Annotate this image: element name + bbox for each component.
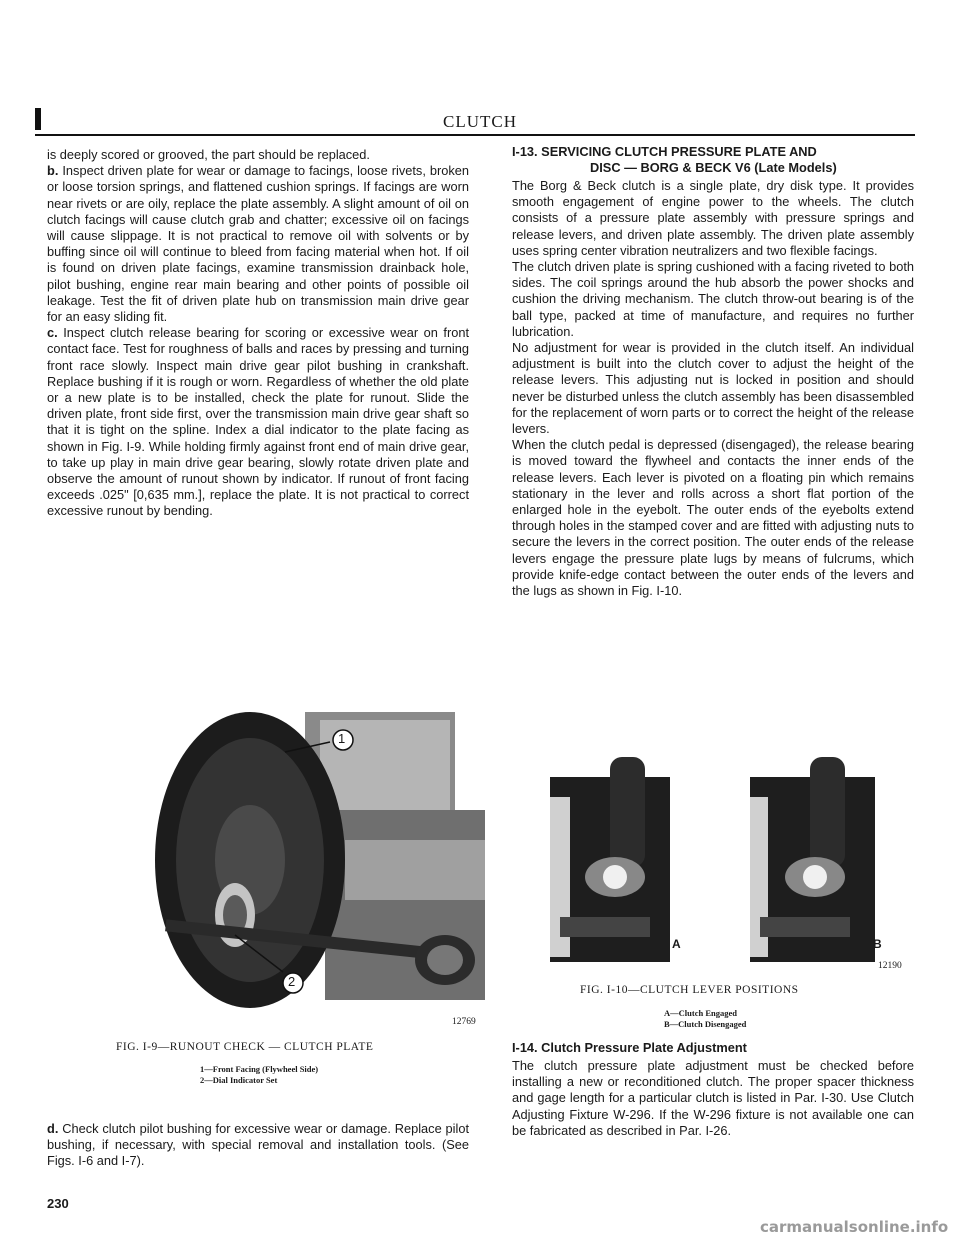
right-column-bottom — [512, 1040, 914, 1139]
left-column-bottom — [47, 1121, 469, 1170]
figure-caption-i10: FIG. I-10—CLUTCH LEVER POSITIONS — [580, 984, 799, 996]
legend-clutch-engaged: A—Clutch Engaged — [664, 1008, 737, 1018]
watermark: carmanualsonline.info — [760, 1218, 949, 1236]
paragraph-d-text: Check clutch pilot bushing for excessive wear or damage. Replace pilot bushing, if necessary, with special removal and installation tools. (See Figs. I-6 and I-7). — [47, 1121, 469, 1169]
item-marker-d: d. — [47, 1121, 59, 1136]
header-rule — [35, 134, 915, 136]
section-i13-paragraph-4: When the clutch pedal is depressed (disengaged), the release bearing is moved toward the flywheel and contacts the inner ends of the release levers. Each lever is pivoted on a floating pin which remains stationary in the lever and rolls across a short flat portion of the enlarged hole in the eyebolt. The outer ends of the eyebolts extend through holes in the stamped cover and are fitted with adjusting nuts to secure the levers in the correct position. The outer ends of the release levers engage the pressure plate lugs by means of fulcrums, which provide knife-edge contact between the outer ends of the levers and the lugs as shown in Fig. I-10. — [512, 437, 914, 599]
section-i13-paragraph-2: The clutch driven plate is spring cushioned with a facing riveted to both sides. The coil springs around the hub absorb the power shocks and cushion the driving mechanism. The clutch throw-out bearing is of the ball type, packed at time of manufacture, and requires no further lubrication. — [512, 259, 914, 339]
paragraph-d — [47, 1121, 469, 1170]
section-i13-title-line2: DISC — BORG & BECK V6 (Late Models) — [590, 160, 837, 175]
label-b: B — [873, 937, 882, 951]
figure-legend-i10 — [664, 1008, 746, 1030]
paragraph-b-text: Inspect driven plate for wear or damage to facings, loose rivets, broken or loose torsion springs, and flattened cushion springs. If facings are worn near rivets or are oily, replace the plate assembly. A slight amount of oil on clutch facings will cause clutch grab and chatter; excessive oil on facings will cause slippage. It is not practical to remove oil with solvents or by buffing since oil will continue to bleed from facing material when hot. If oil is found on driven plate facings, examine transmission drainback hole, pilot bushing, engine rear main bearing and other points of possible oil leakage. Test the fit of driven plate hub on transmission main drive gear for an easy sliding fit. — [47, 163, 470, 325]
clutch-lever-photos — [540, 757, 880, 967]
callout-1: 1 — [338, 731, 346, 746]
section-i13-paragraph-1: The Borg & Beck clutch is a single plate, dry disk type. It provides smooth engagement of engine power to the wheels. The clutch consists of a pressure plate assembly with pressure springs and release levers, and driven plate assembly. The driven plate assembly uses spring center vibration neutralizers and two flexible facings. — [512, 178, 914, 258]
figure-caption-i9: FIG. I-9—RUNOUT CHECK — CLUTCH PLATE — [116, 1041, 374, 1053]
section-i14-title: I-14. Clutch Pressure Plate Adjustment — [512, 1040, 747, 1055]
paragraph-c — [47, 325, 469, 519]
figure-number-12190: 12190 — [878, 961, 902, 971]
paragraph-intro: is deeply scored or grooved, the part should be replaced. — [47, 147, 370, 162]
figure-runout-check — [145, 700, 490, 1015]
legend-dial-indicator: 2—Dial Indicator Set — [200, 1075, 278, 1085]
paragraph-c-text: Inspect clutch release bearing for scoring or excessive wear on front contact face. Test for roughness of balls and races by pressing and turning front race slowly. Inspect main drive gear pilot bushing in crankshaft. Replace bushing if it is rough or worn. Regardless of whether the old plate or a new plate is to be installed, check the plate for runout. Slide the driven plate, front side first, over the transmission main drive gear shaft so that it is tight on the spline. Index a dial indicator to the plate facing as shown in Fig. I-9. While holding firmly against front end of main drive gear, to take up play in main drive gear bearing, slowly rotate driven plate and observe the amount of runout shown by indicator. If runout of front facing exceeds .025" [0,635 mm.], replace the plate. It is not practical to correct excessive runout by bending. — [47, 325, 469, 519]
section-i13-paragraph-3: No adjustment for wear is provided in the clutch itself. An individual adjustment is built into the clutch cover to adjust the height of the release levers. This adjusting nut is locked in position and should never be disturbed unless the clutch assembly has been disassembled for the replacement of worn parts or to correct the height of the release levers. — [512, 340, 914, 437]
right-column-top — [512, 144, 914, 599]
section-i13-title — [512, 144, 914, 176]
label-a: A — [672, 937, 681, 951]
section-i14-paragraph-1: The clutch pressure plate adjustment must be checked before installing a new or reconditioned clutch. The proper spacer thickness and gage length for a particular clutch is listed in Par. I-30. Use Clutch Adjusting Fixture W-296. If the W-296 fixture is not available one can be fabricated as described in Par. I-26. — [512, 1058, 914, 1138]
figure-clutch-lever-positions — [540, 757, 880, 967]
item-marker-b: b. — [47, 163, 59, 179]
section-i13-title-line1: I-13. SERVICING CLUTCH PRESSURE PLATE AND — [512, 144, 817, 159]
page-header-title: CLUTCH — [443, 112, 517, 131]
runout-check-photo — [145, 700, 490, 1015]
legend-front-facing: 1—Front Facing (Flywheel Side) — [200, 1064, 319, 1074]
figure-legend-i9 — [200, 1064, 318, 1086]
page-number: 230 — [47, 1196, 69, 1211]
callout-2: 2 — [288, 974, 296, 989]
paragraph-b — [47, 163, 469, 325]
left-column-top — [47, 147, 469, 520]
item-marker-c: c. — [47, 325, 58, 341]
figure-number-12769: 12769 — [452, 1017, 476, 1027]
legend-clutch-disengaged: B—Clutch Disengaged — [664, 1019, 747, 1029]
